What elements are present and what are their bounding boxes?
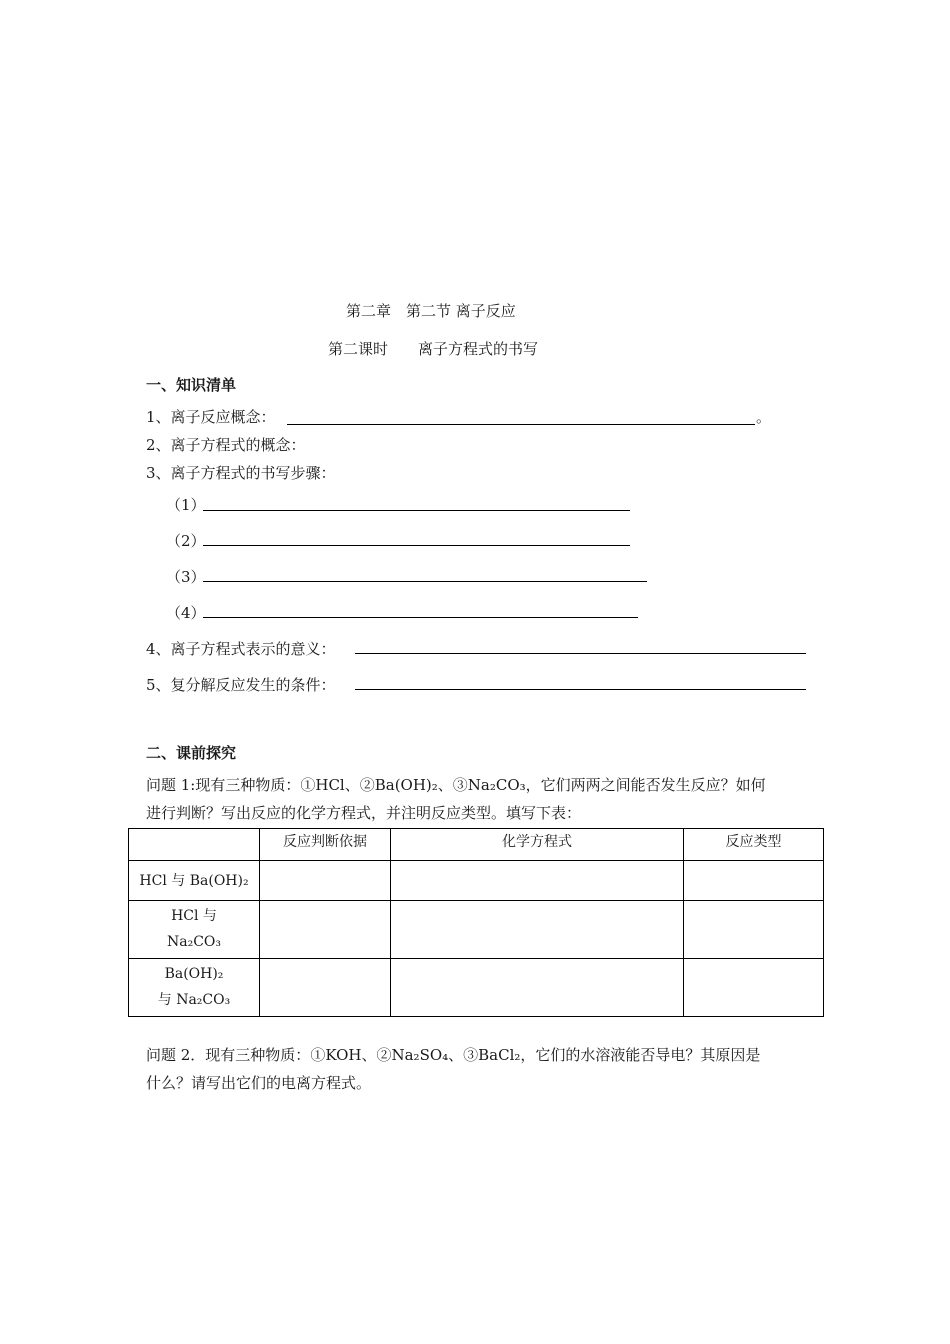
step3-blank[interactable] [203,581,647,582]
section-heading-knowledge: 一、知识清单 [146,376,237,394]
table-header-cell [129,829,260,861]
question2-line1: 问题 2．现有三种物质：①KOH、②Na₂SO₄、③BaCl₂，它们的水溶液能否导电？其原因是 [146,1046,761,1064]
step3-label: （3） [166,568,206,586]
question1-line1: 问题 1:现有三种物质：①HCl、②Ba(OH)₂、③Na₂CO₃，它们两两之间能否发生反应？如何 [146,776,766,794]
table-row [129,901,824,959]
row-label [129,901,260,959]
equation-cell[interactable] [391,959,684,1017]
table-header-row [129,829,824,861]
judgment-cell[interactable] [260,861,391,901]
step2-blank[interactable] [203,545,630,546]
judgment-cell[interactable] [260,901,391,959]
question1-line2: 进行判断？写出反应的化学方程式，并注明反应类型。填写下表： [146,804,582,822]
reaction-table [128,828,824,1017]
equation-cell[interactable] [391,901,684,959]
table-header-cell: 反应类型 [684,829,824,861]
item1-blank[interactable] [287,424,755,425]
section-heading-preclass: 二、课前探究 [146,744,237,762]
table-row [129,959,824,1017]
reaction-type-cell[interactable] [684,861,824,901]
row-label-text: HCl 与 [171,908,217,924]
question2-line2: 什么？请写出它们的电离方程式。 [146,1074,372,1092]
item5-blank[interactable] [355,689,806,690]
page-subtitle: 第二课时 离子方程式的书写 [328,340,539,358]
reaction-type-cell[interactable] [684,901,824,959]
item2-label: 2、离子方程式的概念： [146,436,306,454]
row-label-text: Na₂CO₃ [166,934,221,950]
row-label [129,959,260,1017]
judgment-cell[interactable] [260,959,391,1017]
item4-label: 4、离子方程式表示的意义： [146,640,336,658]
item5-label: 5、复分解反应发生的条件： [146,676,336,694]
step1-blank[interactable] [203,510,630,511]
item1-label: 1、离子反应概念： [146,408,276,426]
page-title: 第二章 第二节 离子反应 [346,302,516,320]
item3-label: 3、离子方程式的书写步骤： [146,464,336,482]
step1-label: （1） [166,496,206,514]
row-label-text: HCl 与 Ba(OH)₂ [139,872,249,889]
item1-end: 。 [756,408,772,426]
table-header-cell: 反应判断依据 [260,829,391,861]
equation-cell[interactable] [391,861,684,901]
step4-label: （4） [166,604,206,622]
step4-blank[interactable] [203,617,638,618]
reaction-type-cell[interactable] [684,959,824,1017]
item4-blank[interactable] [355,653,806,654]
step2-label: （2） [166,532,206,550]
table-header-cell: 化学方程式 [391,829,684,861]
table-row [129,861,824,901]
row-label-text: Ba(OH)₂ [164,966,224,982]
row-label [129,861,260,901]
row-label-text: 与 Na₂CO₃ [157,992,231,1008]
